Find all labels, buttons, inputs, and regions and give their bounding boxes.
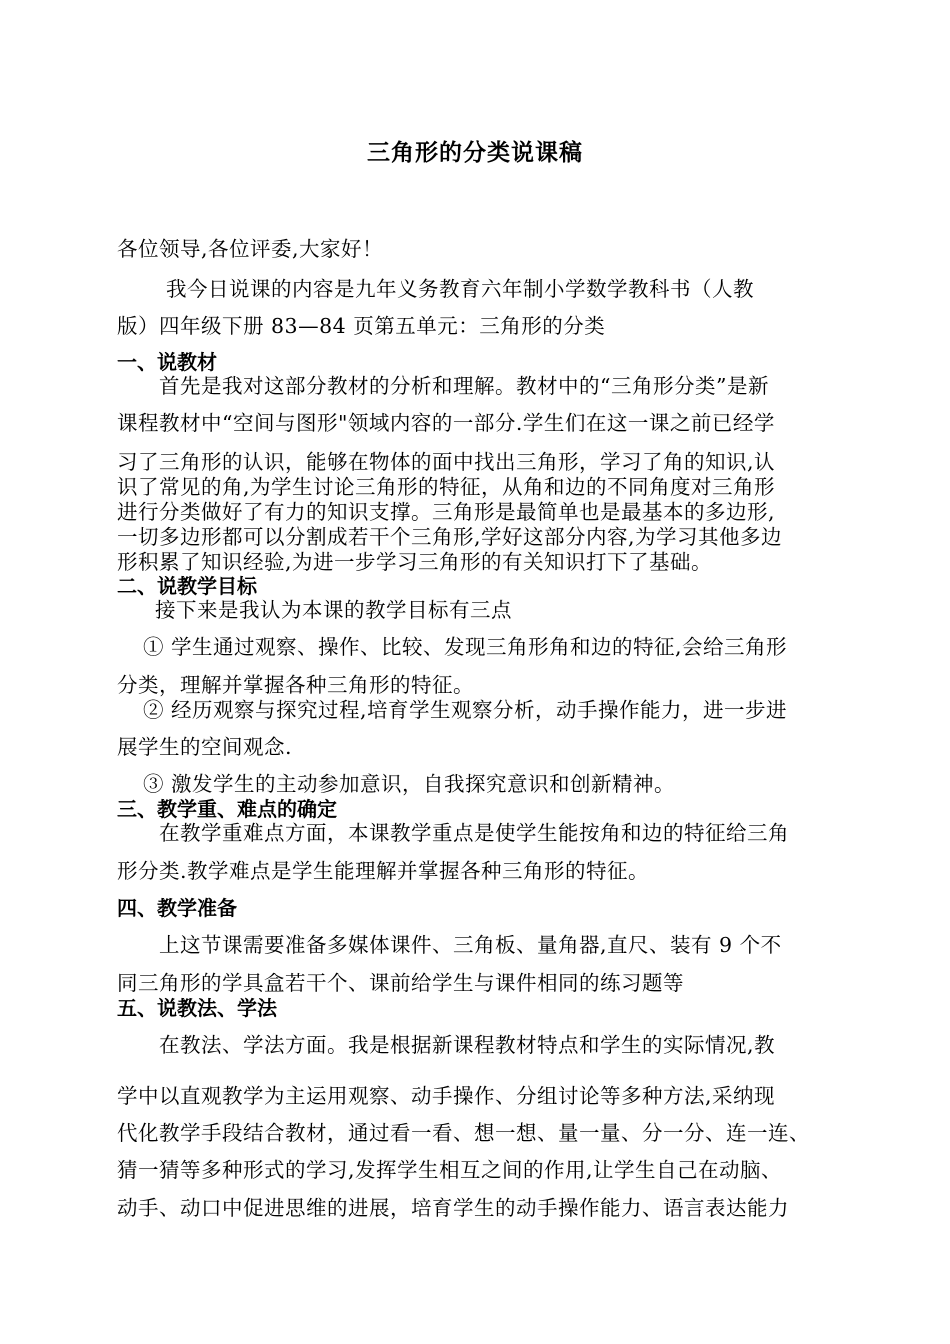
section-2-line: 展学生的空间观念. [117,735,293,759]
section-4-line: 同三角形的学具盒若干个、课前给学生与课件相同的练习题等 [117,971,684,995]
section-5-line: 猜一猜等多种形式的学习,发挥学生相互之间的作用,让学生自己在动脑、 [117,1158,783,1182]
section-1-line: 课程教材中“空间与图形"领域内容的一部分.学生们在这一课之前已经学 [117,411,775,435]
intro-line-2: 版）四年级下册 83—84 页第五单元：三角形的分类 [117,314,606,338]
section-1-line: 首先是我对这部分教材的分析和理解。教材中的“三角形分类”是新 [159,374,769,398]
page-title: 三角形的分类说课稿 [367,140,583,166]
section-2-line: 接下来是我认为本课的教学目标有三点 [155,598,512,622]
section-2-line: ③ 激发学生的主动参加意识，自我探究意识和创新精神。 [143,772,676,796]
intro-line-1: 我今日说课的内容是九年义务教育六年制小学数学教科书（人教 [166,277,754,301]
section-5-line: 代化教学手段结合教材，通过看一看、想一想、量一量、分一分、连一连、 [117,1121,810,1145]
section-5-line: 学中以直观教学为主运用观察、动手操作、分组讨论等多种方法,采纳现 [117,1084,776,1108]
section-1-line: 习了三角形的认识，能够在物体的面中找出三角形，学习了角的知识,认 [117,450,776,474]
section-2-line: ② 经历观察与探究过程,培育学生观察分析，动手操作能力，进一步进 [143,698,788,722]
section-1-line: 识了常见的角,为学生讨论三角形的特征，从角和边的不同角度对三角形 [117,475,776,499]
section-1-line: 进行分类做好了有力的知识支撑。三角形是最简单也是最基本的多边形, [117,500,776,524]
section-1-line: 形积累了知识经验,为进一步学习三角形的有关知识打下了基础。 [117,550,713,574]
section-2-line: 分类，理解并掌握各种三角形的特征。 [117,673,474,697]
section-heading-preparation: 四、教学准备 [117,896,237,920]
section-heading-methods: 五、说教法、学法 [117,996,277,1020]
section-5-line: 动手、动口中促进思维的进展，培育学生的动手操作能力、语言表达能力 [117,1196,789,1220]
section-4-line: 上这节课需要准备多媒体课件、三角板、量角器,直尺、装有 9 个不 [159,933,782,957]
greeting: 各位领导,各位评委,大家好！ [117,237,384,261]
section-2-line: ① 学生通过观察、操作、比较、发现三角形角和边的特征,会给三角形 [143,635,788,659]
section-heading-key-points: 三、教学重、难点的确定 [117,797,337,821]
section-heading-textbook: 一、说教材 [117,350,217,374]
section-1-line: 一切多边形都可以分割成若干个三角形,学好这部分内容,为学习其他多边 [117,525,783,549]
section-3-line: 形分类.教学难点是学生能理解并掌握各种三角形的特征。 [117,859,650,883]
section-heading-objectives: 二、说教学目标 [117,574,257,598]
section-5-line: 在教法、学法方面。我是根据新课程教材特点和学生的实际情况,教 [159,1033,776,1057]
section-3-line: 在教学重难点方面，本课教学重点是使学生能按角和边的特征给三角 [159,821,789,845]
